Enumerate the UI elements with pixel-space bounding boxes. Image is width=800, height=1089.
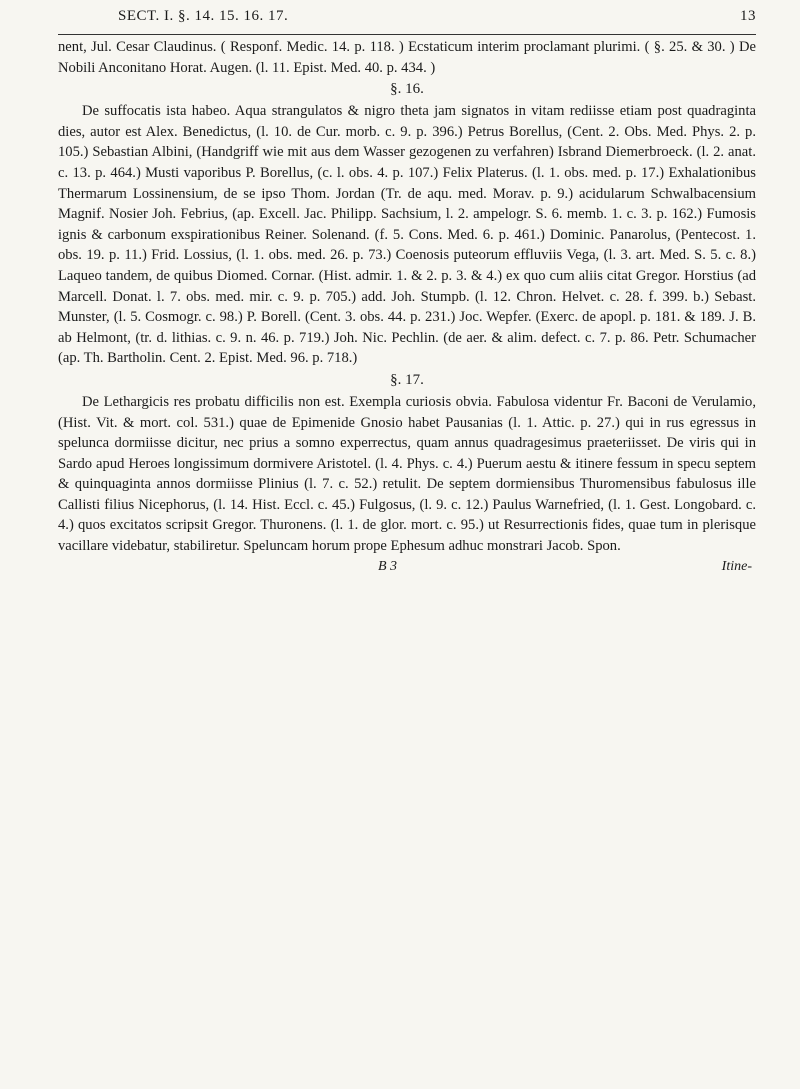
section-heading: §. 17. (390, 371, 424, 388)
header-rule (58, 34, 756, 35)
body-text (58, 37, 756, 557)
page-footer (58, 559, 756, 575)
running-head (58, 8, 756, 34)
paragraph: De Lethargicis res probatu difficilis non est. Exempla curiosis obvia. Fabulosa videntur Fr. Baconi de Verulamio, (Hist. Vit. & mort. col. 531.) quae de Epimenide Gnosio habet Pausanias (l. 1. Attic. p. 27.) qui in rus egressus in speluncа dormiisse dicitur, nec prius a somno experrectus, quam annus quadragesimus praeteriisset. De viris qui in Sardo apud Heroes longissimum dormivere Aristotel. (l. 4. Phys. c. 4.) Puerum aestu & itinere fessum in specu septem & quinquaginta annos dormiisse Plinius (l. 7. c. 52.) retulit. De septem dormiensibus Thuromensibus fabulosus ille Callisti filius Nicephorus, (l. 14. Hist. Eccl. c. 45.) Fulgosus, (l. 9. c. 12.) Paulus Warnefried, (l. 1. Gest. Longobard. c. 4.) quos excitatos scripsit Gregor. Thuronens. (l. 1. de glor. mort. c. 95.) ut Resurrectionis fides, quae tum in plerisque vacillare videbatur, stabiliretur. Speluncam horum prope Ephesum adhuc monstrari Jacob. Spon. (58, 393, 756, 555)
paragraph: De suffocatis ista habeo. Aqua strangulatos & nigro theta jam signatos in vitam rediisse etiam post quadraginta dies, autor est Alex. Benedictus, (l. 10. de Cur. morb. c. 9. p. 396.) Petrus Borellus, (Cent. 2. Obs. Med. Phys. 2. p. 105.) Sebastian Albini, (Handgriff wie mit aus dem Wasser gezogenen zu verfahren) Isbrand Diemerbroeck. (l. 2. anat. c. 13. p. 464.) Musti vaporibus P. Borellus, (c. l. obs. 4. p. 107.) Felix Platerus. (l. 1. obs. med. p. 17.) Exhalationibus Thermarum Lossinensium, de se ipso Thom. Jordan (Tr. de aqu. med. Morav. p. 9.) acidularum Schwalbacensium Magnif. Nosier Joh. Febrius, (ap. Excell. Jac. Philipp. Sachsium, l. 2. ampelogr. S. 6. memb. 1. c. 3. p. 162.) Fumosis ignis & carbonum exspirationibus Reiner. Solenand. (f. 5. Cons. Med. 6. p. 461.) Dominic. Panarolus, (Pentecost. 1. obs. 19. p. 11.) Frid. Lossius, (l. 1. obs. med. 26. p. 73.) Coenosis puteorum effluviis Vega, (l. 3. art. Med. S. 5. c. 8.) Laqueo tandem, de quibus Diomed. Cornar. (Hist. admir. 1. & 2. p. 3. & 4.) ex quo cum aliis citat Gregor. Horstius (ad Marcell. Donat. l. 7. obs. med. mir. c. 9. p. 705.) add. Joh. Stumpb. (l. 12. Chron. Helvet. c. 28. f. 399. b.) Sebast. Munster, (l. 5. Cosmogr. c. 98.) P. Borell. (Cent. 3. obs. 44. p. 231.) Joc. Wepfer. (Exerc. de apopl. p. 181. & 189. J. B. ab Helmont, (tr. d. lithias. c. 9. n. 46. p. 719.) Joh. Nic. Pechlin. (de aer. & alim. defect. c. 7. p. 86. Petr. Schumacher (ap. Th. Bartholin. Cent. 2. Epist. Med. 96. p. 718.) (58, 103, 756, 367)
page-number: 13 (740, 8, 756, 24)
running-head-title: SECT. I. §. 14. 15. 16. 17. (118, 8, 289, 24)
catchword: Itine- (721, 558, 752, 574)
paragraph: nent, Jul. Cesar Claudinus. ( Responf. Medic. 14. p. 118. ) Ecstaticum interim proclamant plurimi. ( §. 25. & 30. ) De Nobili Anconitano Horat. Augen. (l. 11. Epist. Med. 40. p. 434. ) (58, 39, 756, 76)
section-heading: §. 16. (390, 81, 424, 98)
signature-mark: B 3 (378, 558, 398, 574)
